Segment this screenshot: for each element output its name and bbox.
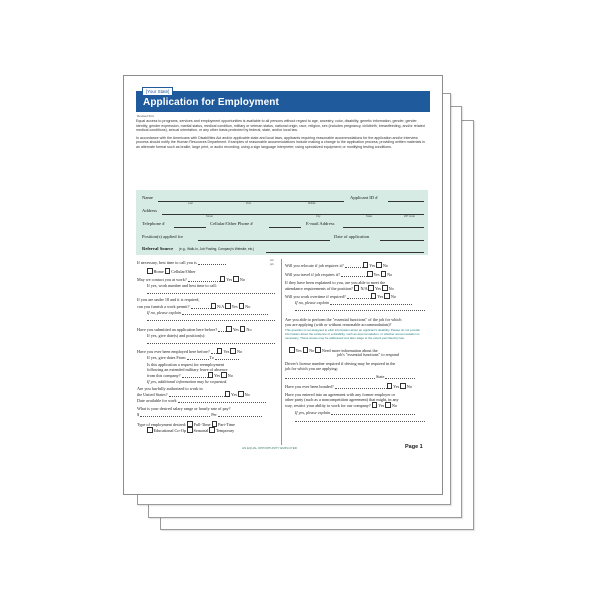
telephone-field[interactable] bbox=[174, 227, 206, 228]
agreement-line-2: other party (such as a noncompetition agreement) that might, in any bbox=[285, 397, 399, 402]
travel-question: Will you travel if job requires it? bbox=[285, 272, 340, 277]
cell-other-checkbox[interactable] bbox=[165, 268, 171, 274]
yes-label: Yes bbox=[374, 286, 382, 291]
personal-info-section bbox=[136, 190, 428, 255]
license-line-1: Driver's license number required if driving may be required in the bbox=[285, 361, 396, 366]
no-label: No bbox=[236, 349, 243, 354]
am-label: am bbox=[270, 259, 274, 262]
permit-na-checkbox[interactable] bbox=[211, 303, 217, 309]
applicant-id-label: Applicant ID # bbox=[350, 195, 378, 200]
full-time-label: Full-Time bbox=[193, 422, 211, 427]
relocate-question: Will you relocate if job requires it? bbox=[285, 263, 344, 268]
overtime-yes-checkbox[interactable] bbox=[371, 293, 377, 299]
overtime-question: Will you work overtime if required? bbox=[285, 294, 346, 299]
submitted-yes-checkbox[interactable] bbox=[226, 326, 232, 332]
address-label: Address bbox=[142, 208, 158, 213]
submitted-dates-field[interactable] bbox=[147, 340, 275, 344]
address-sub-zip: ZIP Code bbox=[404, 215, 415, 218]
seasonal-checkbox[interactable] bbox=[187, 427, 193, 433]
submitted-no-checkbox[interactable] bbox=[240, 326, 246, 332]
employed-no-checkbox[interactable] bbox=[230, 348, 236, 354]
state-label: State bbox=[376, 374, 385, 379]
overtime-explain-prompt: If no, please explain bbox=[295, 300, 329, 305]
employed-yes-checkbox[interactable] bbox=[217, 348, 223, 354]
best-time-field[interactable] bbox=[198, 261, 226, 265]
date-of-application-field[interactable] bbox=[380, 240, 424, 241]
type-desired-label: Type of employment desired: bbox=[137, 422, 187, 427]
to-field[interactable] bbox=[215, 356, 239, 360]
date-of-application-label: Date of application bbox=[334, 234, 370, 239]
contact-work-question: May we contact you at work? bbox=[137, 277, 187, 282]
permit-explain-prompt: If no, please explain bbox=[147, 310, 181, 315]
attendance-line-2: attendance requirements of the position? bbox=[285, 286, 353, 291]
reemploy-yes-checkbox[interactable] bbox=[208, 372, 214, 378]
salary-field[interactable] bbox=[140, 413, 210, 417]
agreement-line-3: way, restrict your ability to work for our company? bbox=[285, 403, 371, 408]
per-field[interactable] bbox=[218, 413, 262, 417]
best-time-question: If necessary, best time to call you is bbox=[137, 260, 197, 265]
telephone-label: Telephone # bbox=[142, 221, 165, 226]
yes-label: Yes bbox=[378, 403, 385, 408]
no-label: No bbox=[239, 277, 245, 282]
date-available-label: Date available for work bbox=[137, 398, 177, 403]
page-number: Page 1 bbox=[405, 444, 423, 450]
no-label: No bbox=[309, 348, 315, 353]
temporary-checkbox[interactable] bbox=[209, 427, 215, 433]
name-label: Name bbox=[142, 195, 153, 200]
edu-coop-checkbox[interactable] bbox=[147, 427, 153, 433]
salary-question: What is your desired salary range or hourly rate of pay? bbox=[137, 406, 231, 411]
no-label: No bbox=[388, 286, 394, 291]
positions-label: Position(s) applied for bbox=[142, 234, 184, 239]
no-label: No bbox=[390, 294, 396, 299]
yes-label: Yes bbox=[377, 294, 384, 299]
no-label: No bbox=[387, 272, 393, 277]
license-field[interactable] bbox=[285, 375, 375, 379]
yes-label: Yes bbox=[231, 392, 238, 397]
give-dates-prompt: If yes, give date(s) and position(s): bbox=[147, 333, 206, 338]
yes-label: Yes bbox=[214, 373, 221, 378]
permit-no-checkbox[interactable] bbox=[239, 303, 245, 309]
na-label: N/A bbox=[217, 304, 224, 309]
essential-yes-checkbox[interactable] bbox=[289, 347, 295, 353]
no-label: No bbox=[246, 327, 252, 332]
edu-coop-label: Educational Co-Op bbox=[153, 428, 186, 433]
yes-label: Yes bbox=[232, 327, 239, 332]
title-banner bbox=[136, 91, 430, 112]
home-label: Home bbox=[153, 269, 164, 274]
name-sub-first: First bbox=[246, 202, 252, 205]
no-label: No bbox=[244, 392, 250, 397]
attendance-line-1: If they have been explained to you, are you able to meet the bbox=[285, 280, 386, 285]
seasonal-label: Seasonal bbox=[193, 428, 209, 433]
bonded-no-checkbox[interactable] bbox=[400, 383, 406, 389]
agreement-explain-prompt: If yes, please explain bbox=[295, 410, 331, 415]
part-time-label: Part-Time bbox=[218, 422, 235, 427]
attendance-yes-checkbox[interactable] bbox=[368, 285, 374, 291]
column-divider bbox=[281, 259, 282, 445]
authorized-line-2: the United States? bbox=[137, 392, 168, 397]
permit-explain-field[interactable] bbox=[182, 311, 268, 315]
full-time-checkbox[interactable] bbox=[187, 421, 193, 427]
yes-label: Yes bbox=[223, 349, 230, 354]
address-field[interactable] bbox=[162, 214, 424, 215]
authorized-yes-checkbox[interactable] bbox=[225, 391, 231, 397]
cell-other-label: Cellular/Other bbox=[171, 269, 196, 274]
need-more-line-2: job's "essential functions" to respond bbox=[337, 352, 399, 357]
state-tag: [Your State] bbox=[142, 87, 173, 96]
give-dates2-prompt: If yes, give dates bbox=[147, 355, 176, 360]
attendance-na-checkbox[interactable] bbox=[354, 285, 360, 291]
address-sub-state: State bbox=[366, 215, 373, 218]
reemploy-line-1: Is this application a request for reemployment bbox=[147, 362, 224, 367]
reemploy-line-2: following an extended military leave of absence bbox=[147, 367, 228, 372]
license-state-field[interactable] bbox=[385, 375, 415, 379]
per-label: Per bbox=[211, 412, 217, 417]
form-title: Application for Employment bbox=[143, 97, 279, 108]
referral-label: Referral Source bbox=[142, 246, 174, 251]
essential-line-1: Are you able to perform the "essential functions" of the job for which bbox=[285, 317, 402, 322]
pm-label: pm bbox=[270, 263, 274, 266]
permit-yes-checkbox[interactable] bbox=[225, 303, 231, 309]
yes-label: Yes bbox=[373, 272, 380, 277]
work-number-prompt: If yes, work number and best time to call: bbox=[147, 283, 217, 288]
cellular-field[interactable] bbox=[269, 227, 301, 228]
travel-no-checkbox[interactable] bbox=[381, 271, 387, 277]
cellular-label: Cellular/Other Phone # bbox=[210, 221, 253, 226]
yes-label: Yes bbox=[226, 277, 233, 282]
yes-label: Yes bbox=[295, 348, 302, 353]
from-field[interactable] bbox=[187, 356, 209, 360]
no-label: No bbox=[227, 373, 233, 378]
attendance-no-checkbox[interactable] bbox=[382, 285, 388, 291]
no-label: No bbox=[382, 263, 388, 268]
intro-paragraph-1: Equal access to programs, services and employment opportunities is available to all persons without regard to age, ancestry, color, disability, genetic information, gender, gender identity, gender expression, marital status, medical condition, military or veteran status, national origin, race, religion, sex (includes pregnancy, childbirth, breastfeeding, and/or related medical conditions), sexual orientation, or any other basis protected by federal, state, and/or local law. bbox=[136, 119, 425, 133]
intro-paragraph-2: In accordance with the Americans with Disabilities Act and/or applicable state and local laws, applicants requiring reasonable accommodations for the application and/or interview process should notify the Human Resources Department. Examples of reasonable accommodations include making a change to the application process; providing written materials in an alternate format such as braille, large print, or audio recording; using a sign language interpreter; using specialized equipment; or modifying testing conditions. bbox=[136, 135, 426, 149]
work-number-field[interactable] bbox=[147, 290, 275, 294]
reemploy-no-checkbox[interactable] bbox=[221, 372, 227, 378]
need-more-line-1: Need more information about the bbox=[321, 348, 378, 353]
additional-info-note: If yes, additional information may be requested. bbox=[147, 379, 228, 384]
from-label: From bbox=[176, 355, 186, 360]
under18-question: If you are under 18 and it is required, bbox=[137, 297, 200, 302]
revised-note: Revised 9/xx bbox=[137, 114, 155, 118]
temporary-label: Temporary bbox=[215, 428, 235, 433]
agreement-yes-checkbox[interactable] bbox=[372, 402, 378, 408]
agreement-explain-field[interactable] bbox=[331, 411, 415, 415]
positions-field[interactable] bbox=[198, 240, 330, 241]
yes-label: Yes bbox=[393, 384, 400, 389]
relocate-yes-checkbox[interactable] bbox=[363, 262, 369, 268]
agreement-line-1: Have you entered into an agreement with any former employer or bbox=[285, 392, 395, 397]
eoe-statement: AN EQUAL OPPORTUNITY EMPLOYER bbox=[242, 446, 297, 450]
application-page bbox=[123, 75, 443, 495]
bonded-yes-checkbox[interactable] bbox=[387, 383, 393, 389]
travel-yes-checkbox[interactable] bbox=[367, 271, 373, 277]
address-sub-city: City bbox=[316, 215, 321, 218]
employed-before-question: Have you ever been employed here before? bbox=[137, 349, 210, 354]
name-sub-last: Last bbox=[188, 202, 193, 205]
dollar-label: $ bbox=[137, 412, 140, 417]
bonded-question: Have you ever been bonded? bbox=[285, 384, 334, 389]
na-label: N/A bbox=[360, 286, 368, 291]
email-field[interactable] bbox=[343, 227, 424, 228]
essential-line-2: you are applying (with or without reasonable accommodation)? bbox=[285, 322, 392, 327]
referral-hint: (e.g., Walk-In, Job Posting, Company's Website, etc.) bbox=[179, 247, 255, 251]
reemploy-line-3: from this company? bbox=[147, 373, 181, 378]
authorized-no-checkbox[interactable] bbox=[238, 391, 244, 397]
overtime-explain-field[interactable] bbox=[330, 301, 412, 305]
to-label: To bbox=[209, 355, 214, 360]
no-label: No bbox=[391, 403, 397, 408]
no-label: No bbox=[245, 304, 251, 309]
work-permit-question: can you furnish a work permit? bbox=[137, 304, 190, 309]
contact-work-no-checkbox[interactable] bbox=[233, 276, 239, 282]
home-checkbox[interactable] bbox=[147, 268, 153, 274]
agreement-no-checkbox[interactable] bbox=[385, 402, 391, 408]
referral-field[interactable] bbox=[266, 252, 424, 253]
relocate-no-checkbox[interactable] bbox=[376, 262, 382, 268]
intro-text bbox=[136, 119, 428, 153]
date-available-field[interactable] bbox=[178, 399, 266, 403]
yes-label: Yes bbox=[231, 304, 238, 309]
no-label: No bbox=[406, 384, 412, 389]
essential-no-checkbox[interactable] bbox=[303, 347, 309, 353]
part-time-checkbox[interactable] bbox=[212, 421, 218, 427]
essential-note: This question is not designed to elicit information about an applicant's disability. Please do not provide information about the existence of a disability, such as accommodation, or whether accommodation is necessary. These issues may be addressed at a later stage to the extent permitted by law. bbox=[285, 328, 420, 340]
name-sub-middle: Middle bbox=[308, 202, 316, 205]
submitted-before-question: Have you submitted an application here before? bbox=[137, 327, 218, 332]
email-label: E-mail Address bbox=[306, 221, 335, 226]
authorized-line-1: Are you lawfully authorized to work in bbox=[137, 386, 203, 391]
need-more-checkbox[interactable] bbox=[315, 347, 321, 353]
address-sub-street: Street bbox=[206, 215, 213, 218]
page-footer bbox=[124, 444, 442, 458]
yes-label: Yes bbox=[369, 263, 376, 268]
license-line-2: job for which you are applying: bbox=[285, 366, 338, 371]
applicant-id-field[interactable] bbox=[388, 201, 424, 202]
contact-work-yes-checkbox[interactable] bbox=[220, 276, 226, 282]
overtime-no-checkbox[interactable] bbox=[384, 293, 390, 299]
